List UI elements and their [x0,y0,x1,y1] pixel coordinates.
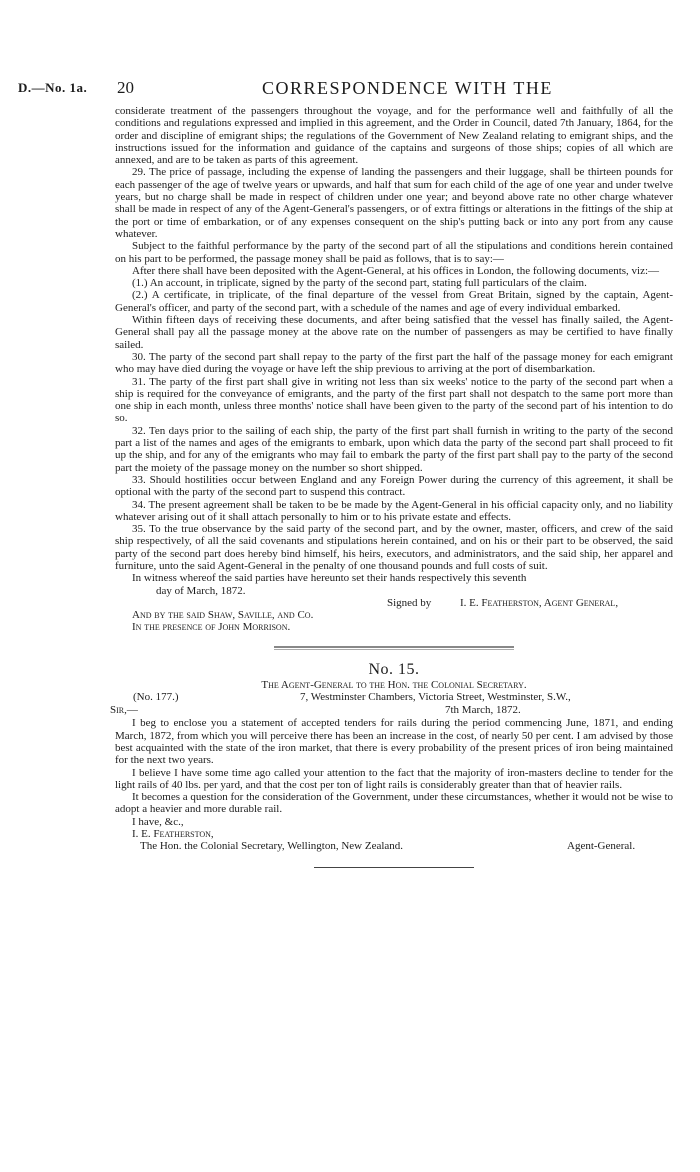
letter-paragraph: I beg to enclose you a statement of accepted tenders for rails during the period commencing June, 1871, and ending March, 1872, from which you will perceive there has been an increase in the cost, of nearly 50 per cent. I am advised by those best acquainted with the state of the iron market, that there is every probability of the present prices of iron being maintained for the next two years. [115,717,673,767]
paragraph: 33. Should hostilities occur between England and any Foreign Power during the currency of this agreement, it shall be optional with the party of the second part to suspend this contract. [115,473,673,499]
witness-clause [115,572,673,597]
letter-number: No. 15. [368,660,420,678]
signature-line [115,597,673,609]
letter-date: 7th March, 1872. [445,704,521,717]
paragraph: (1.) An account, in triplicate, signed by the party of the second part, stating full particulars of the claim. [132,277,587,290]
signed-by-label: Signed by [387,596,432,609]
paragraph: After there shall have been deposited with the Agent-General, at his offices in London, the following documents, viz:— [132,264,660,277]
presence-line: In the presence of John Morrison. [132,621,291,634]
paragraph: considerate treatment of the passengers throughout the voyage, and for the performance well and faithfully of all the conditions and regulations expressed and implied in this agreement, and the Order in Council, dated 7th January, 1864, for the order and discipline of emigrant ships; the regulations of the Government of New Zealand relating to emigrant ships, and the instructions issued for the information and guidance of the captains and surgeons of those ships; copies of all which are annexed, and are to be taken as parts of this agreement. [115,105,673,167]
salutation-row [110,704,673,717]
letter-reference-row [115,691,673,704]
letter-paragraph: It becomes a question for the consideration of the Government, under these circumstances, whether it would not be wise to adopt a heavier and more durable rail. [115,791,673,816]
sender-address: 7, Westminster Chambers, Victoria Street, Westminster, S.W., [300,691,571,704]
paragraph: 29. The price of passage, including the expense of landing the passengers and their luggage, shall be thirteen pounds for each passenger of the age of twelve years or upwards, and half that sum for each child of the age of one year and under twelve years, but no charge shall be made in respect of children under one year; and beyond above rate no other charge whatever shall be made in respect of any of the Agent-General's passengers, or of extra fittings or alterations in the fittings of the ship at the port or time of embarkation, or of any expenses consequent on the ship's putting back or into any port from any cause whatever. [115,166,673,240]
paragraph: (2.) A certificate, in triplicate, of the final departure of the vessel from Great Britain, signed by the captain, Agent-General's officer, and party of the second part, with a schedule of the names and age of every individual embarked. [115,289,673,314]
letter-paragraph: I believe I have some time ago called your attention to the fact that the majority of iron-masters decline to tender for the light rails of 40 lbs. per yard, and that the cost per ton of light rails is considerably greater than that of heavier rails. [115,766,673,791]
signer-shaw-saville: And by the said Shaw, Saville, and Co. [132,609,314,622]
paragraph: 31. The party of the first part shall give in writing not less than six weeks' notice to the party of the second part when a ship is required for the conveyance of emigrants, and the party of the first part shall not despatch to the same port more than one ship in each month, unless three months' notice shall have been given to the party of the second part of his intention to do so. [115,375,673,425]
witness-line-2: day of March, 1872. [156,584,246,597]
section-divider [274,646,514,650]
closing: I have, &c., [132,815,184,828]
paragraph: 30. The party of the second part shall repay to the party of the first part the half of the passage money for each emigrant who may have died during the voyage or have left the ship previous to arriving at the port of disembarkation. [115,350,673,376]
signer-agent-general: I. E. Featherston, Agent General, [460,596,619,609]
page-body [110,105,673,868]
witness-line-1: In witness whereof the said parties have hereunto set their hands respectively this seventh [132,572,527,585]
paragraph: 34. The present agreement shall be taken to be be made by the Agent-General in his official capacity only, and no liability whatever arising out of it shall attach personally to him or to his private estate and effects. [115,498,673,523]
closing-rule [314,867,474,868]
letter-ref-no: (No. 177.) [133,691,179,704]
recipient-row [115,840,673,853]
signer-title: Agent-General. [567,840,636,853]
signature-name: I. E. Featherston, [132,828,214,841]
salutation: Sir,— [110,704,138,717]
page-number: 20 [117,78,134,97]
page-title: CORRESPONDENCE WITH THE [262,78,553,98]
recipient: The Hon. the Colonial Secretary, Wellington, New Zealand. [140,840,404,853]
letter-address-line: The Agent-General to the Hon. the Colonial Secretary. [261,679,527,692]
paragraph: 32. Ten days prior to the sailing of each ship, the party of the first part shall furnish in writing to the party of the second part a list of the names and ages of the emigrants to embark, upon which data the party of the second part shall proceed to fit up the ship, and for any of the emigrants who may fail to embark the party of the first part shall pay to the party of the second part the moiety of the passage money on the number so short shipped. [115,424,673,474]
paragraph: 35. To the true observance by the said party of the second part, and by the owner, master, officers, and crew of the said ship respectively, of all the said covenants and stipulations herein contained, and on his or their part to be observed, the said party of the second part does hereby bind himself, his heirs, executors, and administrators, and the said ship, her apparel and furniture, unto the said Agent-General in the penalty of one thousand pounds and full costs of suit. [115,523,673,572]
paragraph: Within fifteen days of receiving these documents, and after being satisfied that the vessel has finally sailed, the Agent-General shall pay all the passage money at the above rate on the number of passengers as may be certified to have finally sailed. [115,314,673,351]
document-reference: D.—No. 1a. [18,80,88,95]
paragraph: Subject to the faithful performance by the party of the second part of all the stipulations and conditions herein contained on his part to be performed, the passage money shall be paid as follows, that is to say:— [115,240,673,265]
